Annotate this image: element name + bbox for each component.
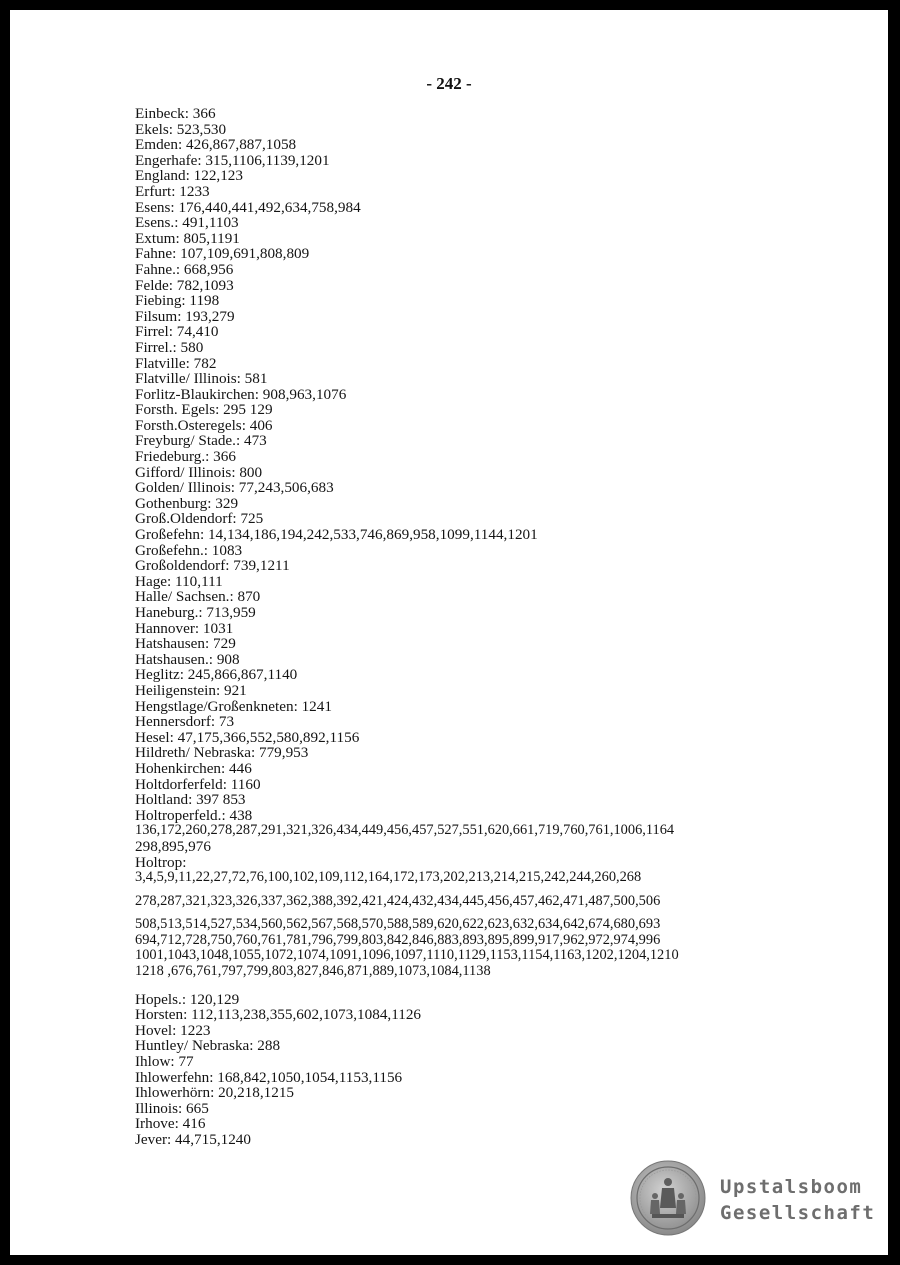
index-entry: Esens: 176,440,441,492,634,758,984 xyxy=(135,198,361,216)
index-entry: Fahne.: 668,956 xyxy=(135,260,234,278)
index-entry: Flatville/ Illinois: 581 xyxy=(135,370,268,388)
index-entry: Flatville: 782 xyxy=(135,354,217,372)
index-entry: Holtland: 397 853 xyxy=(135,791,246,809)
index-entry: Illinois: 665 xyxy=(135,1099,209,1117)
index-entry: Fahne: 107,109,691,808,809 xyxy=(135,245,310,263)
index-entry: Ihlow: 77 xyxy=(135,1053,194,1071)
index-entry: England: 122,123 xyxy=(135,167,243,185)
index-entry: Engerhafe: 315,1106,1139,1201 xyxy=(135,151,330,169)
index-entry: Einbeck: 366 xyxy=(135,105,216,122)
index-entry: Erfurt: 1233 xyxy=(135,182,210,200)
index-entry: Hildreth/ Nebraska: 779,953 xyxy=(135,744,309,762)
index-entry: Hannover: 1031 xyxy=(135,619,234,637)
index-entry: Esens.: 491,1103 xyxy=(135,214,239,232)
index-entry: Jever: 44,715,1240 xyxy=(135,1131,251,1148)
index-entry: Hohenkirchen: 446 xyxy=(135,759,252,777)
index-entry: Hovel: 1223 xyxy=(135,1021,211,1039)
index-entry: Irhove: 416 xyxy=(135,1115,206,1133)
index-entry: Firrel.: 580 xyxy=(135,338,204,356)
index-entry: Hatshausen: 729 xyxy=(135,635,236,653)
page-number: - 242 - xyxy=(426,74,472,93)
index-entry: Felde: 782,1093 xyxy=(135,276,234,294)
index-entry: Hengstlage/Großenkneten: 1241 xyxy=(135,697,332,715)
index-entry: 508,513,514,527,534,560,562,567,568,570,588,589,620,622,623,632,634,642,674,680,693 xyxy=(135,916,661,933)
index-entry: 136,172,260,278,287,291,321,326,434,449,456,457,527,551,620,661,719,760,761,1006,1164 xyxy=(135,822,675,839)
index-entry: 298,895,976 xyxy=(135,837,211,855)
index-entry: Friedeburg.: 366 xyxy=(135,448,236,466)
index-entry: 3,4,5,9,11,22,27,72,76,100,102,109,112,164,172,173,202,213,214,215,242,244,260,268 xyxy=(135,869,642,886)
index-entry: Forsth.Osteregels: 406 xyxy=(135,416,273,434)
index-entry: Huntley/ Nebraska: 288 xyxy=(135,1037,281,1055)
index-entry: Großefehn: 14,134,186,194,242,533,746,869,958,1099,1144,1201 xyxy=(135,526,538,544)
place-index-list xyxy=(135,106,679,1148)
index-entry: Großoldendorf: 739,1211 xyxy=(135,557,290,575)
index-entry: Golden/ Illinois: 77,243,506,683 xyxy=(135,479,334,497)
index-entry: Hage: 110,111 xyxy=(135,572,223,590)
index-entry: 694,712,728,750,760,761,781,796,799,803,842,846,883,893,895,899,917,962,972,974,996 xyxy=(135,931,661,948)
index-entry: Ihlowerfehn: 168,842,1050,1054,1153,1156 xyxy=(135,1068,403,1086)
index-entry: Freyburg/ Stade.: 473 xyxy=(135,432,267,450)
index-entry: Forsth. Egels: 295 129 xyxy=(135,401,273,419)
index-entry: Groß.Oldendorf: 725 xyxy=(135,510,264,528)
index-entry: Hopels.: 120,129 xyxy=(135,990,240,1008)
index-entry: Holtrop: xyxy=(135,853,187,871)
index-entry: Hatshausen.: 908 xyxy=(135,650,240,668)
index-entry: Haneburg.: 713,959 xyxy=(135,604,256,621)
upstalsboom-seal-icon xyxy=(630,1160,706,1236)
index-entry: Holtdorferfeld: 1160 xyxy=(135,775,261,793)
index-entry: Emden: 426,867,887,1058 xyxy=(135,136,297,154)
index-entry: Fiebing: 1198 xyxy=(135,292,220,310)
index-entry: Gifford/ Illinois: 800 xyxy=(135,463,263,481)
index-entry: Extum: 805,1191 xyxy=(135,229,240,247)
logo-line-1: Upstalsboom xyxy=(720,1176,863,1198)
index-entry: Halle/ Sachsen.: 870 xyxy=(135,588,261,606)
index-entry: Gothenburg: 329 xyxy=(135,494,239,512)
index-entry: Forlitz-Blaukirchen: 908,963,1076 xyxy=(135,385,347,403)
index-entry: 1001,1043,1048,1055,1072,1074,1091,1096,1097,1110,1129,1153,1154,1163,1202,1204,1210 xyxy=(135,947,679,964)
index-entry: Heiligenstein: 921 xyxy=(135,681,247,699)
index-entry: Ihlowerhörn: 20,218,1215 xyxy=(135,1084,295,1102)
index-entry: Hesel: 47,175,366,552,580,892,1156 xyxy=(135,728,360,746)
index-entry: Firrel: 74,410 xyxy=(135,323,219,341)
index-entry: Ekels: 523,530 xyxy=(135,120,227,138)
index-entry: 1218 ,676,761,797,799,803,827,846,871,889,1073,1084,1138 xyxy=(135,963,491,980)
document-page xyxy=(10,10,888,1255)
index-entry: Heglitz: 245,866,867,1140 xyxy=(135,666,298,684)
upstalsboom-logo xyxy=(630,1160,880,1242)
logo-line-2: Gesellschaft xyxy=(720,1202,876,1224)
index-entry: Hennersdorf: 73 xyxy=(135,713,235,731)
index-entry: 278,287,321,323,326,337,362,388,392,421,424,432,434,445,456,457,462,471,487,500,506 xyxy=(135,892,661,909)
index-entry: Filsum: 193,279 xyxy=(135,307,235,325)
index-entry: Holtroperfeld.: 438 xyxy=(135,806,253,824)
index-entry: Horsten: 112,113,238,355,602,1073,1084,1126 xyxy=(135,1006,422,1024)
index-entry: Großefehn.: 1083 xyxy=(135,541,243,559)
